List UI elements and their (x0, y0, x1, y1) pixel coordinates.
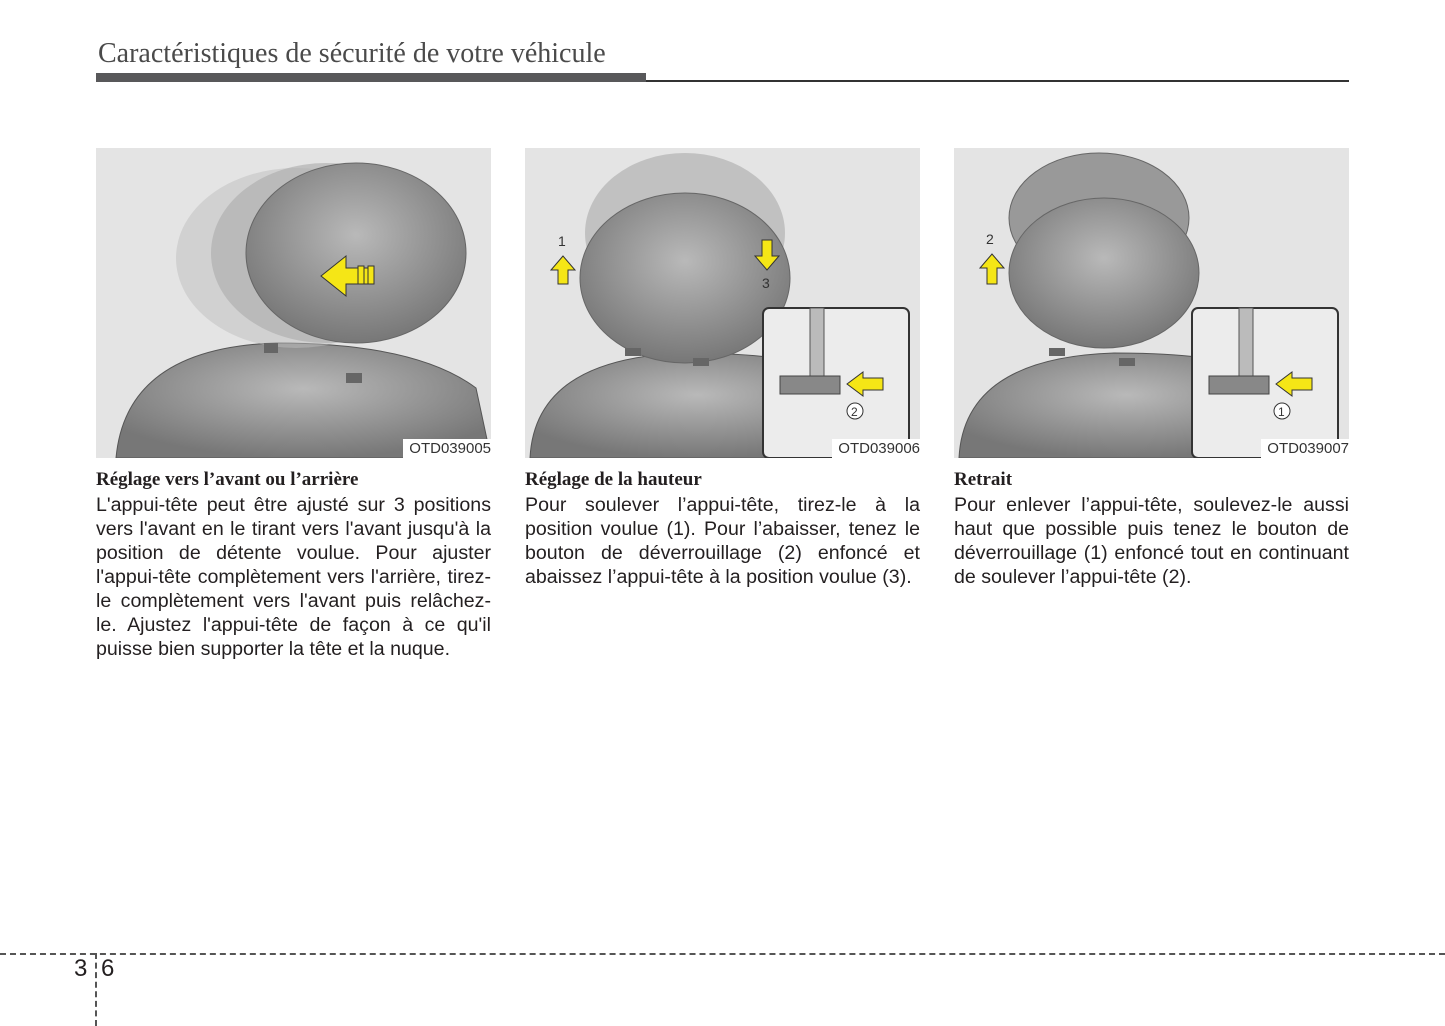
chapter-number: 3 (74, 955, 88, 982)
label-1: 1 (558, 233, 566, 249)
title-bar (96, 73, 646, 82)
headrest-illustration (525, 148, 920, 458)
figure-code: OTD039007 (1261, 439, 1349, 458)
figure-code: OTD039005 (403, 439, 491, 458)
page-number-divider (95, 953, 97, 1026)
section-heading: Retrait (954, 469, 1013, 490)
section-removal (954, 148, 1349, 589)
figure-headrest-removal (954, 148, 1349, 458)
page-title: Caractéristiques de sécurité de votre véhicule (98, 38, 606, 69)
figure-code: OTD039006 (832, 439, 920, 458)
section-body: Pour soulever l’appui-tête, tirez-le à la position voulue (1). Pour l’abaisser, tenez le bouton de déverrouillage (2) enfoncé et abaissez l’appui-tête à la position voulue (3). (525, 494, 920, 588)
label-2: 2 (986, 231, 994, 247)
figure-headrest-height (525, 148, 920, 458)
footer-divider (0, 953, 1445, 955)
page-number: 6 (101, 955, 115, 982)
figure-headrest-forward (96, 148, 491, 458)
label-1: 1 (1278, 405, 1285, 419)
label-3: 3 (762, 275, 770, 291)
section-forward-backward (96, 148, 491, 661)
label-2: 2 (851, 405, 858, 419)
title-rule (646, 80, 1349, 82)
section-height (525, 148, 920, 589)
section-body: Pour enlever l’appui-tête, soulevez-le aussi haut que possible puis tenez le bouton de déverrouillage (1) enfoncé tout en continuant de soulever l’appui-tête (2). (954, 494, 1349, 588)
headrest-illustration (96, 148, 491, 458)
section-heading: Réglage vers l’avant ou l’arrière (96, 469, 359, 490)
headrest-illustration (954, 148, 1349, 458)
section-body: L'appui-tête peut être ajusté sur 3 positions vers l'avant en le tirant vers l'avant jusqu'à la position de détente voulue. Pour ajuster l'appui-tête complètement vers l'arrière, tirez-le complètement vers l'avant puis relâchez-le. Ajustez l'appui-tête de façon à ce qu'il puisse bien supporter la tête et la nuque. (96, 494, 491, 660)
section-heading: Réglage de la hauteur (525, 469, 702, 490)
